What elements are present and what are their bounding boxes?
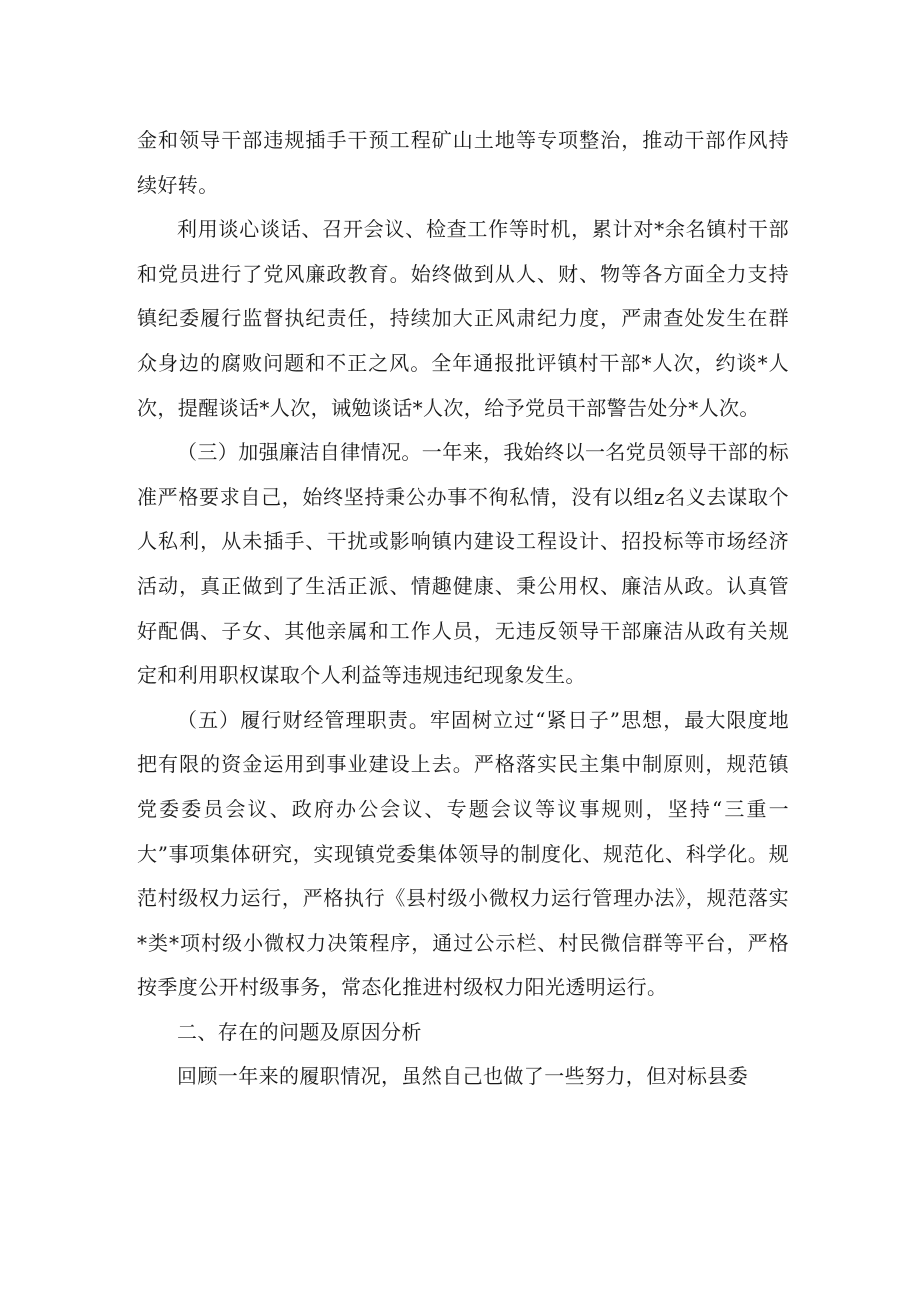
paragraph-continuation: 金和领导干部违规插手干预工程矿山土地等专项整治，推动干部作风持续好转。 (137, 128, 789, 197)
section-heading-problems: 二、存在的问题及原因分析 (177, 1019, 422, 1044)
paragraph-party-education: 利用谈心谈话、召开会议、检查工作等时机，累计对*余名镇村干部和党员进行了党风廉政教育。始终做到从人、财、物等各方面全力支持镇纪委履行监督执纪责任，持续加大正风肃纪力度，严肃查处发生在群众身边的腐败问题和不正之风。全年通报批评镇村干部*人次，约谈*人次，提醒谈话*人次，诫勉谈话*人次，给予党员干部警告处分*人次。 (137, 217, 789, 420)
paragraph-financial-management: （五）履行财经管理职责。牢固树立过“紧日子”思想，最大限度地把有限的资金运用到事业建设上去。严格落实民主集中制原则，规范镇党委委员会议、政府办公会议、专题会议等议事规则，坚持“三重一大”事项集体研究，实现镇党委集体领导的制度化、规范化、科学化。规范村级权力运行，严格执行《县村级小微权力运行管理办法》，规范落实*类*项村级小微权力决策程序，通过公示栏、村民微信群等平台，严格按季度公开村级事务，常态化推进村级权力阳光透明运行。 (137, 707, 789, 1000)
document-body (137, 118, 789, 1099)
paragraph-self-discipline: （三）加强廉洁自律情况。一年来，我始终以一名党员领导干部的标准严格要求自己，始终坚持秉公办事不徇私情，没有以组z名义去谋取个人私利，从未插手、干扰或影响镇内建设工程设计、招投标等市场经济活动，真正做到了生活正派、情趣健康、秉公用权、廉洁从政。认真管好配偶、子女、其他亲属和工作人员，无违反领导干部廉洁从政有关规定和利用职权谋取个人利益等违规违纪现象发生。 (137, 440, 789, 688)
paragraph-review: 回顾一年来的履职情况，虽然自己也做了一些努力，但对标县委 (177, 1064, 749, 1089)
